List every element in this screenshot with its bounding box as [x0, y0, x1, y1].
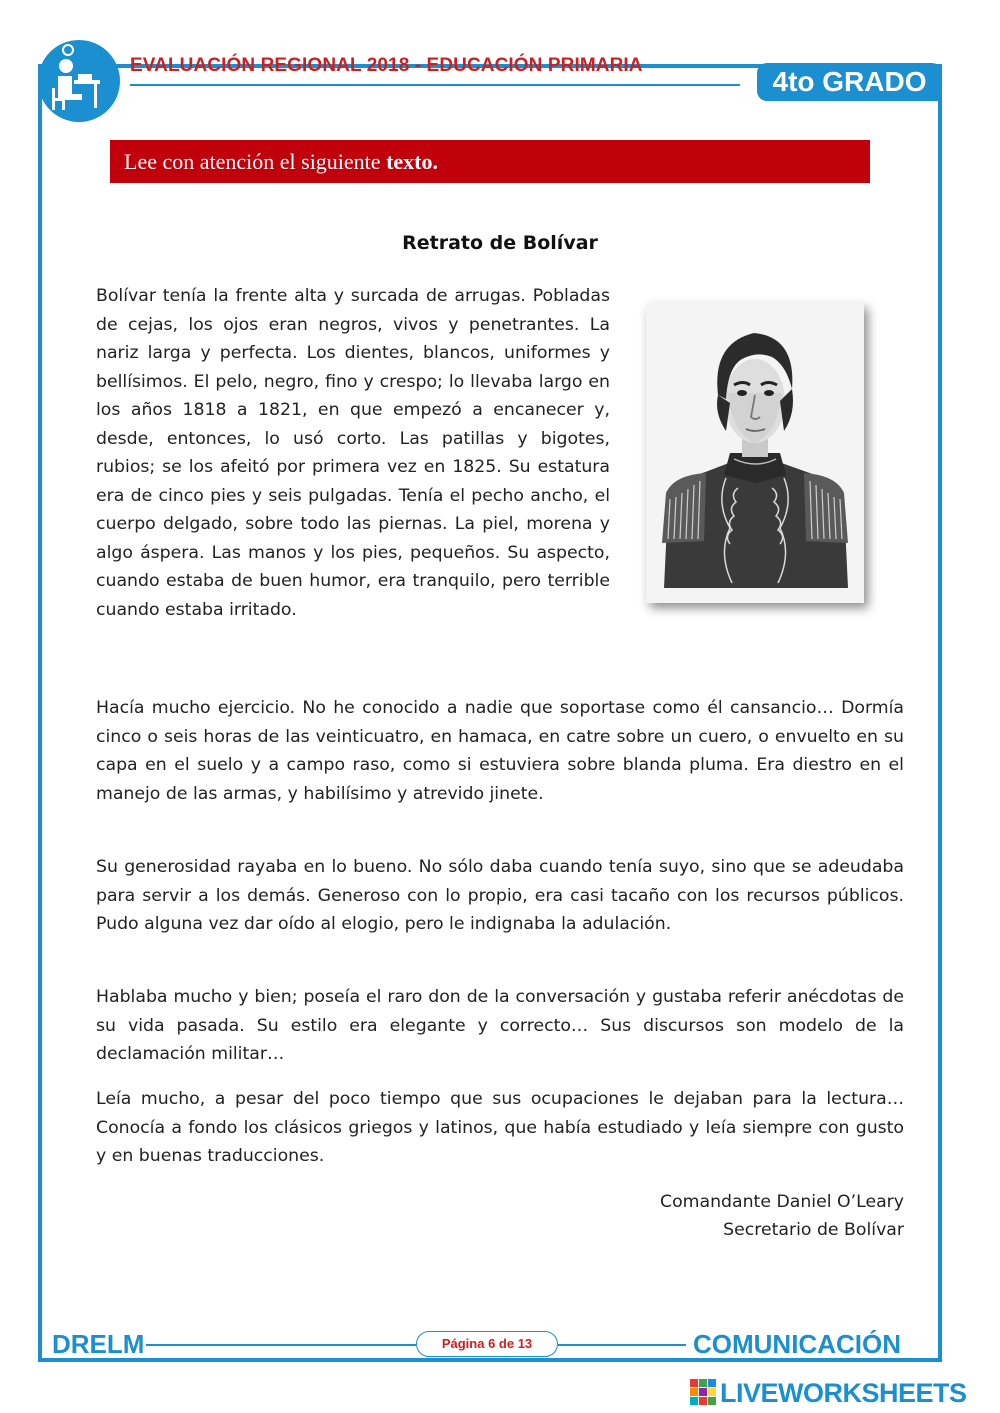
footer-divider-right — [558, 1344, 686, 1346]
liveworksheets-text: LIVEWORKSHEETS — [720, 1378, 967, 1408]
liveworksheets-logo-icon — [690, 1379, 716, 1405]
student-at-desk-icon — [38, 40, 120, 122]
signature-block — [500, 1188, 904, 1244]
header-title: EVALUACIÓN REGIONAL 2018 - EDUCACIÓN PRIMARIA — [130, 55, 643, 76]
footer-divider-left — [146, 1344, 416, 1346]
author-role: Secretario de Bolívar — [723, 1220, 904, 1240]
footer-subject: COMUNICACIÓN — [693, 1329, 901, 1359]
paragraph-2: Hacía mucho ejercicio. No he conocido a nadie que soportase como él cansancio… Dormía cinco o seis horas de las veinticuatro, en hamaca, en catre sobre un cuero, o envuelto en su capa en el suelo y a campo raso, como si estuviera sobre blanda pluma. Era diestro en el manejo de las armas, y habilísimo y atrevido jinete. — [96, 698, 904, 804]
grade-label: 4to GRADO — [772, 66, 927, 97]
paragraph-1: Bolívar tenía la frente alta y surcada de arrugas. Pobladas de cejas, los ojos eran negros, vivos y penetrantes. La nariz larga y perfecta. Los dientes, blancos, uniformes y bellísimos. El pelo, negro, fino y crespo; lo llevaba largo en los años 1818 a 1821, en que empezó a encanecer y, desde, entonces, lo usó corto. Las patillas y bigotes, rubios; se los afeitó por primera vez en 1825. Su estatura era de cinco pies y seis pulgadas. Tenía el pecho ancho, el cuerpo delgado, sobre todo las piernas. La piel, morena y algo áspera. Las manos y los pies, pequeños. Su aspecto, cuando estaba de buen humor, era tranquilo, pero terrible cuando estaba irritado. — [96, 286, 610, 620]
paragraph-4: Hablaba mucho y bien; poseía el raro don de la conversación y gustaba referir anécdotas de su vida pasada. Su estilo era elegante y correcto… Sus discursos son modelo de la declamación militar… — [96, 987, 904, 1064]
reading-title: Retrato de Bolívar — [402, 232, 598, 254]
footer-organization: DRELM — [52, 1329, 145, 1359]
bolivar-portrait — [646, 303, 864, 603]
grade-badge — [757, 63, 942, 101]
paragraph-3: Su generosidad rayaba en lo bueno. No sólo daba cuando tenía suyo, sino que se adeudaba para servir a los demás. Generoso con lo propio, era casi tacaño con los recursos públicos. Pudo alguna vez dar oído al elogio, pero le indignaba la adulación. — [96, 857, 904, 934]
page-indicator: Página 6 de 13 — [416, 1331, 558, 1357]
instruction-banner — [110, 140, 870, 183]
paragraph-5: Leía mucho, a pesar del poco tiempo que sus ocupaciones le dejaban para la lectura… Conocía a fondo los clásicos griegos y latinos, que había estudiado y leía siempre con gusto y en buenas traducciones. — [96, 1089, 904, 1166]
header-divider — [130, 84, 740, 86]
instruction-emphasis: texto. — [386, 149, 438, 174]
author-name: Comandante Daniel O’Leary — [660, 1192, 904, 1212]
instruction-text: Lee con atención el siguiente — [124, 149, 387, 174]
